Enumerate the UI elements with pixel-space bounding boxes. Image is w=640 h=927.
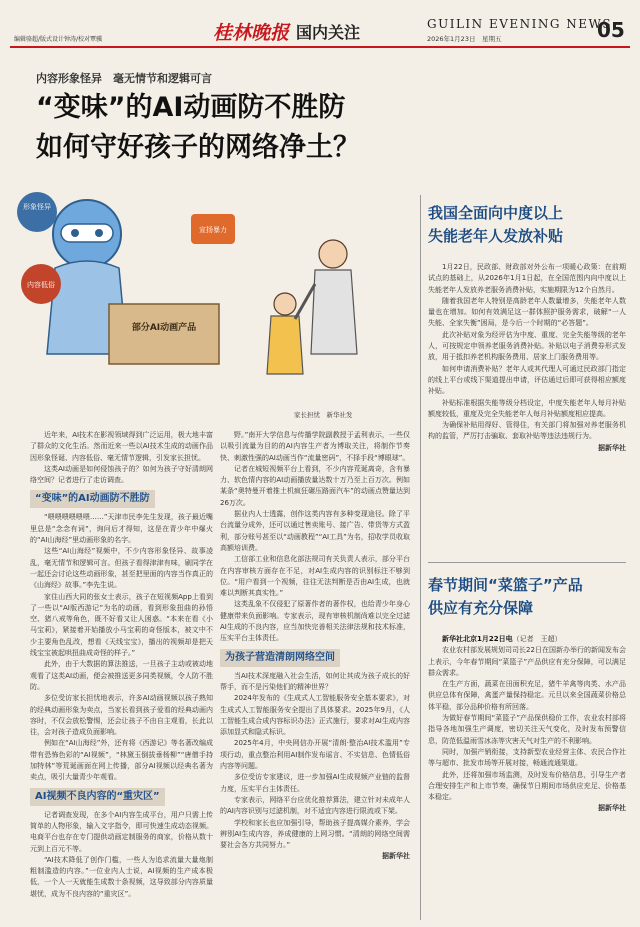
- article-illustration: [15, 184, 415, 419]
- masthead-logo: 桂林晚报: [213, 22, 290, 44]
- body-paragraph: 据业内人士透露，创作这类内容有多种变现途径。除了平台流量分成外，还可以通过售卖账号、接广告、带货等方式盈利，部分账号甚至以“动画教程”“AI工具”为名，招收学员收取高额培训费。: [220, 510, 410, 552]
- side-divider: [428, 562, 626, 563]
- bubble-vulgar: [21, 264, 61, 304]
- side2-headline-line-2: 供应有充分保障: [428, 599, 534, 617]
- parent-body-shape: [311, 270, 357, 354]
- bubble-label-violence: 宣扬暴力: [199, 226, 227, 234]
- dateline-place: 新华社北京1月22日电: [442, 635, 513, 643]
- product-box-shape: [109, 304, 219, 364]
- side1-headline-line-1: 我国全面向中度以上: [428, 204, 564, 222]
- body-paragraph: 随着我国老年人特别是高龄老年人数量增多，失能老年人数量也在增加。如何有效满足这一群体照护服务需求，破解“一人失能、全家失衡”困局，是今后一个时期的“必答题”。: [428, 296, 626, 328]
- body-paragraph: 此外，还将加强市场监测，及时发布价格信息，引导生产者合理安排生产和上市节奏，确保节日期间市场供应充足、价格基本稳定。: [428, 770, 626, 802]
- side2-headline-line-1: 春节期间“菜篮子”产品: [428, 576, 583, 594]
- side1-headline-line-2: 失能老年人发放补贴: [428, 227, 564, 245]
- page-number: 05: [597, 18, 625, 42]
- body-paragraph: 家住山西大同的张女士表示，孩子在短视频App上看到了一些以“AI版西游记”为名的动画，看到形象扭曲的孙悟空、猪八戒等角色，既不好看又让人困惑。“本来在看《小马宝莉》，紧接着开始播放小马宝莉的奇怪版本，被文中不少主要角色乱改，想看《天线宝宝》，播出的视频却是把天线宝宝被起哄扭曲成奇怪的样子。”: [30, 592, 213, 658]
- page-header: [0, 0, 640, 46]
- article-headline: [36, 88, 556, 168]
- side2-byline: 据新华社: [598, 804, 626, 813]
- body-paragraph: 此外，由于大数据的算法推送，一旦孩子主动或被动地观看了这类AI动画，便会被推送更多同类视频，令人防不胜防。: [30, 660, 213, 691]
- article-column-1: [30, 430, 213, 920]
- child-head-icon: [274, 293, 296, 315]
- body-paragraph: 野。”南开大学信息与传播学院副教授于孟利表示，一些仅以吸引流量为目的的AI内容生产者为博取关注，将制作节奏快、刺激性强的AI动画当作“流量密码”，不择手段“博眼球”。: [220, 431, 410, 462]
- body-paragraph: 农业农村部发展规划司司长22日在国新办举行的新闻发布会上表示，今年春节期间“菜篮子”产品供应有充分保障，可以满足群众需求。: [428, 646, 626, 677]
- bubble-label-vulgar: 内容低俗: [27, 281, 55, 289]
- subheading-2: AI视频不良内容的“重灾区”: [30, 788, 165, 806]
- body-paragraph: 1月22日，民政部、财政部对外公布一项暖心政策：在前期试点的基础上，从2026年1月1日起，在全国范围内向中度以上失能老年人发放养老服务消费补贴，实施期限为12个自然月。: [428, 263, 626, 294]
- body-paragraph: 此次补贴对象为经评估为中度、重度、完全失能等级的老年人，可按规定申领养老服务消费补贴。补贴以电子消费券形式发放，用于抵扣养老机构服务费用、居家上门服务费用等。: [428, 330, 626, 362]
- body-paragraph: 工信部工业和信息化部法规司有关负责人表示，部分平台在内容审核方面存在不足，对AI生成内容的识别标注不够到位。“用户看到一个视频，往往无法判断是否由AI生成，也就难以判断其真实性。”: [220, 555, 410, 598]
- body-paragraph: 当AI技术深度融入社会生活，如何让其成为孩子成长的好帮手，而不是污染他们的精神世界？: [220, 671, 410, 691]
- subheading-3: 为孩子营造清朗网络空间: [220, 649, 340, 667]
- side1-byline: 据新华社: [598, 443, 626, 452]
- body-paragraph: 同时，加强产销衔接，支持新型农业经营主体、农民合作社等与超市、批发市场等开展对接，畅通流通渠道。: [428, 747, 626, 768]
- article-byline: 据新华社: [382, 852, 410, 861]
- dateline-reporter: （记者 王超）: [512, 635, 562, 643]
- body-paragraph: 多位受访专家建议，进一步加强AI生成视频产业链的监督力度，压实平台主体责任。: [220, 773, 410, 793]
- body-paragraph: 专家表示，网络平台应优化推荐算法，建立针对未成年人的AI内容识别与过滤机制，对不适宜内容进行限流或下架。: [220, 795, 410, 816]
- body-paragraph: 这些“AI山海经”视频中，不少内容形象怪异、故事凌乱，毫无情节和逻辑可言。但孩子看得津津有味，刷同学在一起还会讨论这些动画形象，甚至把里面的内容当作真正的《山海经》故事。”李先生说。: [30, 547, 213, 590]
- illustration-caption: 家长担忧 新华社发: [294, 411, 353, 419]
- side-article-2-headline: [428, 574, 628, 620]
- body-paragraph: 多位受访家长担忧地表示，许多AI动画视频以孩子熟知的经典动画形象为卖点，当家长看到孩子爱看的经典动画内容时，不仅会放松警惕，还会让孩子不由自主观看，长此以往，会对孩子造成负面影响。: [30, 694, 213, 737]
- section-title: 国内关注: [296, 23, 361, 42]
- intro-paragraph: 近年来，AI技术在影视领域得到广泛运用，极大地丰富了群众的文化生活。然而近来一些以AI技术生成的动画作品因形象怪诞、内容低俗、毫无情节逻辑，引发家长担忧。: [30, 431, 213, 462]
- article-column-2: [220, 430, 410, 920]
- bubble-violence: [191, 214, 235, 244]
- body-paragraph: 2024年发布的《生成式人工智能服务安全基本要求》，对生成式人工智能服务安全提出了具体要求。2025年9月，《人工智能生成合成内容标识办法》正式施行，要求对AI生成内容添加显式和隐式标识。: [220, 694, 410, 737]
- child-body-shape: [267, 316, 303, 374]
- dateline: [428, 634, 626, 645]
- body-paragraph: 记者在城短视频平台上看到，不少内容荒诞离奇，含有暴力、软色情内容的AI动画播放量达数十万乃至上百万次。例如某条“奥特曼开着推土机疯狂碾压路面汽车”的动画点赞量达到26万次。: [220, 464, 410, 507]
- box-label: 部分AI动画产品: [131, 323, 197, 333]
- headline-line-2: 如何守好孩子的网络净土？: [36, 132, 360, 163]
- body-paragraph: “喂喂喂喂喂喂……”天津市民李先生发现，孩子最近嘴里总是“念念有词”，询问后才得知，这是在青少年中爆火的“AI山海经”里动画形象的名字。: [30, 513, 213, 545]
- parent-head-icon: [319, 240, 347, 268]
- body-paragraph: 例如在“AI山海经”外，还有将《西游记》等名著改编成带有恐怖色彩的“AI视频”，“林黛玉倒拔垂杨柳”“唐僧手持加特林”等荒诞画面在网上传播，部分AI视频以经典名著为卖点，吸引大量青少年观看。: [30, 739, 213, 782]
- masthead-english: GUILIN EVENING NEWS: [427, 17, 613, 31]
- article-kicker: 内容形象怪异 毫无情节和逻辑可言: [36, 72, 212, 85]
- column-divider: [420, 195, 421, 920]
- body-paragraph: 这类乱象不仅侵犯了原著作者的著作权，也给青少年身心健康带来负面影响。专家表示，现有审核机制尚难以完全过滤AI生成的不良内容，应当加快完善相关法律法规和技术标准，压实平台主体责任。: [220, 600, 410, 643]
- header-rule: [10, 46, 630, 48]
- body-paragraph: 学校和家长也应加强引导，帮助孩子提高媒介素养，学会辨别AI生成内容，养成健康的上网习惯。“清朗的网络空间需要社会各方共同努力。”: [220, 818, 410, 850]
- intro-paragraph: 这类AI动画是如何侵蚀孩子的？如何为孩子守好清朗网络空间？记者进行了走访调查。: [30, 464, 213, 485]
- credits-line: 编辑骆超/版式设计钟涛/校对覃骥: [14, 36, 103, 43]
- body-paragraph: 为做好春节期间“菜篮子”产品保供稳价工作，农业农村部将指导各地加强生产调度，密切关注天气变化，及时发布预警信息，防范低温雨雪冰冻等灾害天气对生产的不利影响。: [428, 714, 626, 745]
- body-paragraph: 补贴标准根据失能等级分档设定，中度失能老年人每月补贴额度较低，重度及完全失能老年人每月补贴额度相应提高。: [428, 398, 626, 418]
- side-article-1-body: [428, 262, 626, 552]
- body-paragraph: 在生产方面，蔬菜在田面积充足，猪牛羊禽等肉类、水产品供应总体有保障，禽蛋产量保持稳定。元旦以来全国蔬菜价格总体平稳，部分品种价格有所回落。: [428, 680, 626, 711]
- body-paragraph: 为确保补贴用得好、管得住，有关部门将加强对养老服务机构的监管，严厉打击骗取、套取补贴等违法违规行为。: [428, 421, 626, 441]
- side-article-1-headline: [428, 202, 628, 248]
- body-paragraph: 如何申请消费补贴？老年人或其代理人可通过民政部门指定的线上平台或线下渠道提出申请，评估通过后即可获得相应额度补贴。: [428, 364, 626, 396]
- headline-line-1: “变味”的AI动画防不胜防: [36, 92, 346, 123]
- side-article-2-body: [428, 634, 626, 920]
- subheading-1: “变味”的AI动画防不胜防: [30, 490, 155, 508]
- body-paragraph: 2025年4月，中央网信办开展“清朗·整治AI技术滥用”专项行动，重点整治利用AI制作发布谣言、不实信息、色情低俗内容等问题。: [220, 739, 410, 771]
- issue-date: 2026年1月23日 星期五: [427, 35, 502, 43]
- body-paragraph: 记者调查发现，在多个AI内容生成平台，用户只需上传简单的人物形象，输入文字指令，即可快速生成动态视频。电商平台也存在专门提供动画定制服务的商家，价格从数十元到上百元不等。: [30, 810, 213, 853]
- bubble-weird-image: [17, 192, 57, 232]
- bubble-label-weird: 形象怪异: [23, 203, 51, 211]
- body-paragraph: “AI技术降低了创作门槛，一些人为追求流量大量炮制粗制滥造的内容。”一位业内人士说，AI视频的生产成本极低，一个人一天就能生成数十条视频，这导致部分内容质量堪忧，成为不良内容的“重灾区”。: [30, 855, 213, 898]
